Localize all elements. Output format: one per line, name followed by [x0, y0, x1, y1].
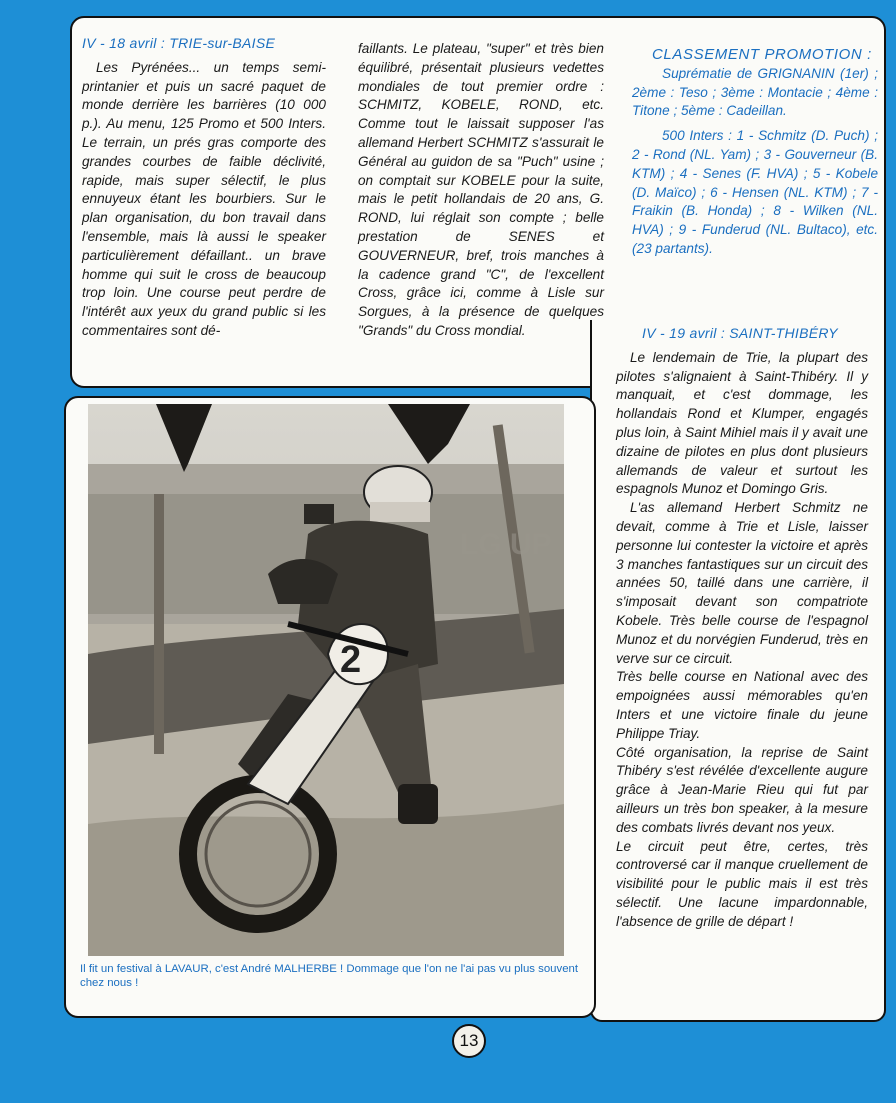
article-column-1: [82, 34, 326, 341]
classement-column: [632, 46, 878, 259]
column-4-paragraph-2: L'as allemand Herbert Schmitz ne devait, comme à Trie et Lisle, laisser personne lui contester la victoire et après 3 manches fantastiques sur un circuit des années 50, taillé dans une carrière, il s'imposait devant son compatriote Kobele. Très belle course de l'espagnol Munoz et du norvégien Funderud, très en verve sur ce circuit.: [616, 500, 868, 666]
column-4-paragraph-5: Le circuit peut être, certes, très controversé car il manque cruellement de visibilité pour le public mais il est très sélectif. Une lacune impardonnable, l'absence de grille de départ !: [616, 838, 868, 929]
column-4-paragraph-1: Le lendemain de Trie, la plupart des pilotes s'alignaient à Saint-Thibéry. Il y manquait, et c'est dommage, les hollandais Rond et Klumper, engagés plus loin, à Saint Mihiel mais il y avait une dizaine de pilotes en plus dont plusieurs allemands de valeur et surtout les espagnols Munoz et Domingo Gris.: [616, 349, 868, 497]
classement-heading: CLASSEMENT PROMOTION :: [652, 46, 872, 63]
article-column-4: [616, 324, 868, 932]
section-heading-trie: IV - 18 avril : TRIE-sur-BAISE: [82, 35, 276, 51]
page-number: 13: [452, 1024, 486, 1058]
motocross-photo: [88, 404, 564, 956]
photo-caption: Il fit un festival à LAVAUR, c'est André MALHERBE ! Dommage que l'on ne l'ai pas vu plus souvent chez nous !: [80, 963, 579, 989]
column-4-paragraph-3: Très belle course en National avec des empoignées aussi mémorables qu'en Inters et une victoire finale du jeune Philippe Triay.: [616, 669, 868, 741]
article-column-2: [358, 40, 604, 341]
column-4-paragraph-4: Côté organisation, la reprise de Saint Thibéry s'est révélée d'excellente augure grâce à Jean-Marie Rieu qui fut par ailleurs un très bon speaker, à la mesure des combats livrés devant nos yeux.: [616, 744, 868, 835]
photo-watermark: LG UP: [460, 528, 552, 561]
classement-promo: Suprématie de GRIGNANIN (1er) ; 2ème : Teso ; 3ème : Montacie ; 4ème : Titone ; 5ème : Cadeillan.: [632, 65, 878, 119]
race-number: 2: [340, 639, 362, 681]
motocross-rider-illustration: [88, 404, 564, 956]
column-2-text: faillants. Le plateau, "super" et très bien équilibré, présentait plusieurs vedettes mondiales de tout premier ordre : SCHMITZ, KOBELE, ROND, etc. Comme tout le laissait supposer l'as allemand Herbert SCHMITZ s'assurait le Général au guidon de sa "Puch" usine ; on comptait sur KOBELE pour la suite, mais le petit hollandais de 20 ans, G. ROND, lui réglait son compte ; belle prestation de SENES et GOUVERNEUR, bref, trois manches à la cadence grand "C", de l'excellent Cross, grâce ici, comme à Lisle sur Sorgues, à la présence de quelques "Grands" du Cross mondial.: [358, 41, 604, 338]
column-1-text: Les Pyrénées... un temps semi-printanier et puis un sacré paquet de monde derrière les barrières (10 000 p.). Au menu, 125 Promo et 500 Inters. Le terrain, un prés gras comporte des grandes courbes de faible déclivité, rapide, mais super sélectif, le plus ennuyeux étant les bourbiers. Sur le plan organisation, du bon travail dans l'ensemble, mais là aussi le speaker particulièrement défaillant.. un brave homme qui suit le cross de beaucoup trop loin. Une course peut perdre de l'intérêt aux yeux du grand public si les commentaires sont dé-: [82, 59, 326, 338]
section-heading-saint-thibery: IV - 19 avril : SAINT-THIBÉRY: [642, 325, 838, 341]
classement-inters: 500 Inters : 1 - Schmitz (D. Puch) ; 2 - Rond (NL. Yam) ; 3 - Gouverneur (B. KTM) ; 4 - Senes (F. HVA) ; 5 - Kobele (D. Maïco) ; 6 - Hensen (NL. KTM) ; 7 - Fraikin (B. Honda) ; 8 - Wilken (NL. HVA) ; 9 - Funderud (NL. Bultaco), etc. (23 partants).: [632, 128, 878, 256]
